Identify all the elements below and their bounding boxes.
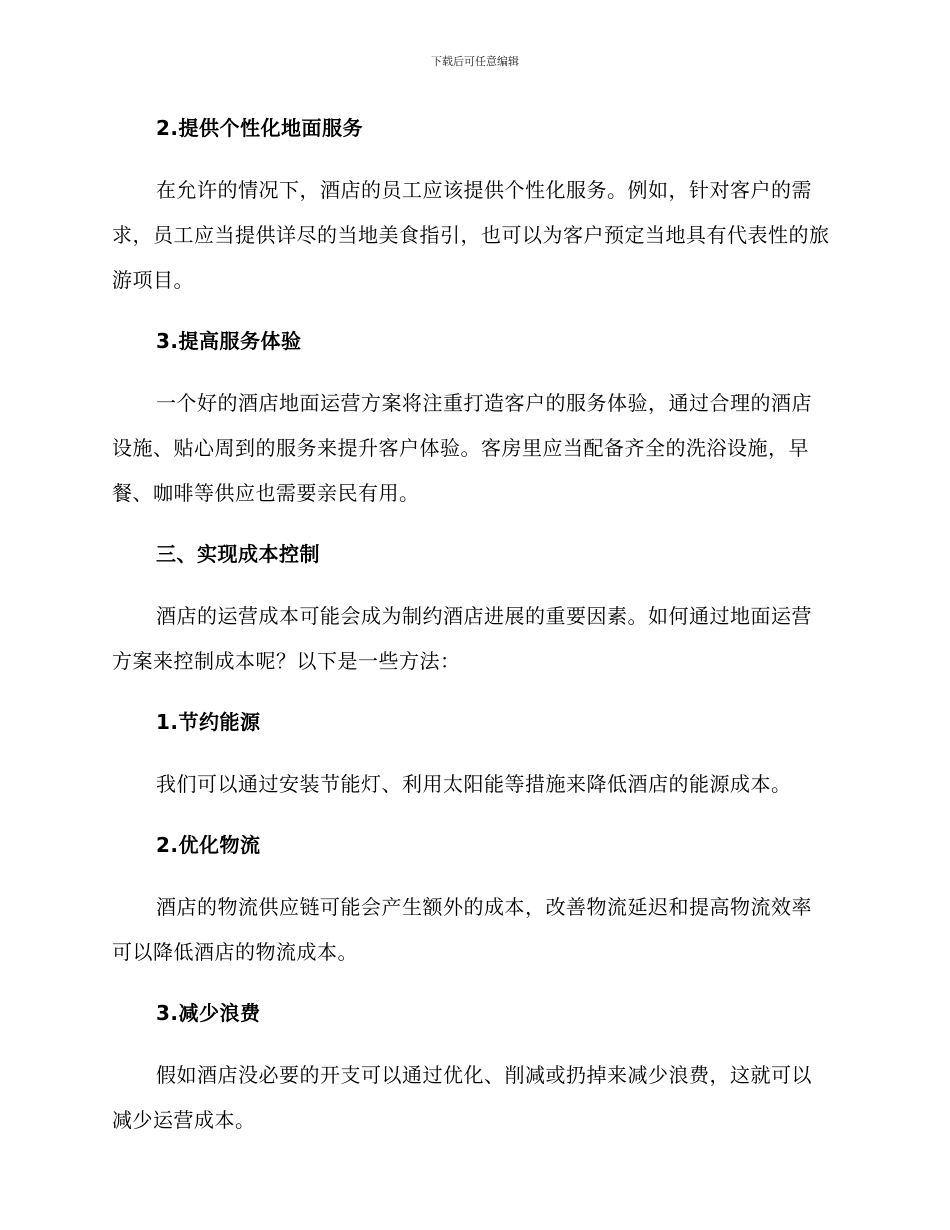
document-body	[112, 112, 832, 1143]
section-heading-optimize-logistics: 2.优化物流	[156, 833, 261, 857]
section-heading-cost-control: 三、实现成本控制	[156, 542, 320, 566]
section-paragraph-cost-control: 酒店的运营成本可能会成为制约酒店进展的重要因素。如何通过地面运营方案来控制成本呢？以下是一些方法：	[112, 604, 812, 673]
section-paragraph-save-energy: 我们可以通过安装节能灯、利用太阳能等措施来降低酒店的能源成本。	[156, 772, 792, 796]
section-heading-reduce-waste: 3.减少浪费	[156, 1001, 261, 1025]
section-heading-service-experience: 3.提高服务体验	[156, 329, 302, 353]
page-header: 下载后可任意编辑	[431, 55, 519, 68]
section-heading-personalized-service: 2.提供个性化地面服务	[156, 116, 364, 140]
section-paragraph-personalized-service: 在允许的情况下，酒店的员工应该提供个性化服务。例如，针对客户的需求，员工应当提供详尽的当地美食指引，也可以为客户预定当地具有代表性的旅游项目。	[112, 178, 830, 292]
section-paragraph-reduce-waste: 假如酒店没必要的开支可以通过优化、削减或扔掉来减少浪费，这就可以减少运营成本。	[112, 1063, 812, 1132]
section-paragraph-service-experience: 一个好的酒店地面运营方案将注重打造客户的服务体验，通过合理的酒店设施、贴心周到的服务来提升客户体验。客房里应当配备齐全的洗浴设施，早餐、咖啡等供应也需要亲民有用。	[112, 391, 812, 505]
section-heading-save-energy: 1.节约能源	[156, 710, 261, 734]
section-paragraph-optimize-logistics: 酒店的物流供应链可能会产生额外的成本，改善物流延迟和提高物流效率可以降低酒店的物流成本。	[112, 895, 812, 964]
